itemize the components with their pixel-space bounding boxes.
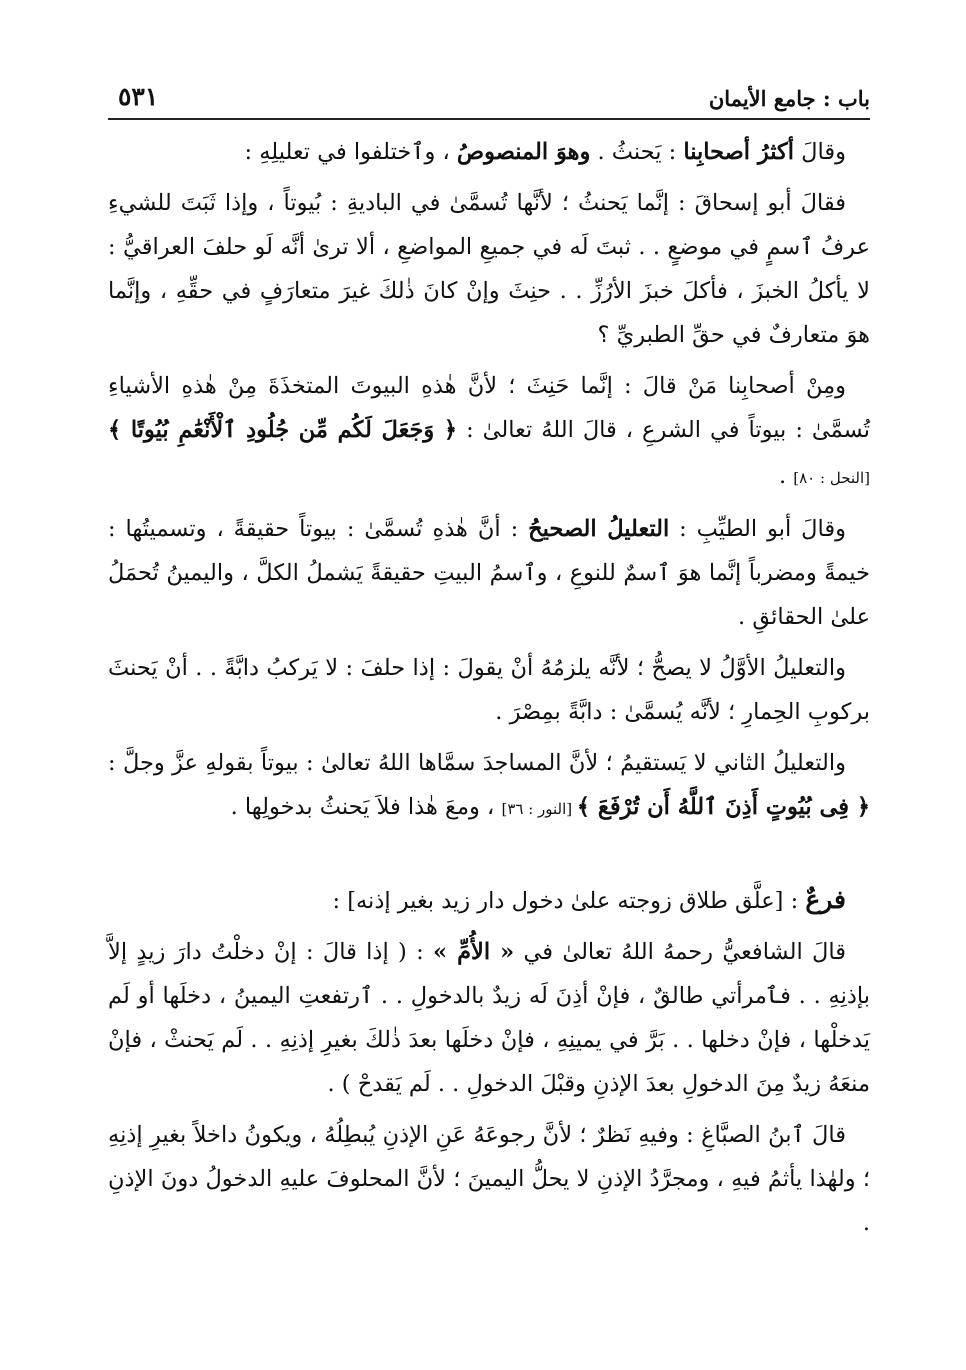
text-run: وقالَ bbox=[794, 139, 846, 165]
section-gap bbox=[108, 838, 870, 878]
quran-verse: ﴿ فِى بُيُوتٍ أَذِنَ ٱللَّهُ أَن تُرْفَعَ ﴾ bbox=[576, 794, 870, 820]
bold-phrase: أكثرُ أصحابِنا bbox=[683, 139, 795, 165]
chapter-title: باب : جامع الأيمان bbox=[708, 86, 870, 111]
paragraph-8: قالَ ٱبنُ الصبَّاغِ : وفيهِ نَظرٌ ؛ لأنَّ رجوعَهُ عَنِ الإذنِ يُبطِلُهُ ، ويكونُ داخلاً بغيرِ إذنِهِ ؛ ولهٰذا يأثمُ فيهِ ، ومجرَّدُ الإذنِ لا يحلُّ اليمينَ ؛ لأنَّ المحلوفَ عليهِ الدخولُ دونَ الإذنِ . bbox=[108, 1122, 870, 1236]
page-header bbox=[108, 78, 870, 120]
text-run: قالَ الشافعيُّ رحمهُ اللهُ تعالىٰ في bbox=[514, 939, 847, 965]
paragraph-2: فقالَ أبو إسحاقَ : إنَّما يَحنثُ ؛ لأنَّها تُسمَّىٰ في الباديةِ : بُيوتاً ، وإذا ثَبَتَ للشيءِ عرفُ ٱسمٍ في موضعٍ . . ثبتَ لَه في جميعِ المواضعِ ، ألا ترىٰ أنَّه لَو حلفَ العراقيُّ : لا يأكلُ الخبزَ ، فأكلَ خبزَ الأرُزِّ . . حنِثَ وإنْ كانَ ذٰلكَ غيرَ متعارَفٍ في حقِّهِ ، وإنَّما هوَ متعارفٌ في حقِّ الطبريِّ ؟ bbox=[108, 190, 870, 348]
verse-reference: [النحل : ٨٠] bbox=[793, 469, 870, 487]
bold-phrase: التعليلُ الصحيحُ bbox=[528, 516, 670, 542]
paragraph-4 bbox=[108, 507, 870, 639]
text-run: : أنَّ هٰذهِ تُسمَّىٰ : بيوتاً حقيقةً ، وتسميتُها : خيمةً ومضرباً إنَّما هوَ ٱسمٌ للنوعِ ، وٱسمُ البيتِ حقيقةً يَشملُ الكلَّ ، واليمينُ تُحمَلُ علىٰ الحقائقِ . bbox=[108, 516, 870, 630]
text-run: : ( إذا قالَ : إنْ دخلْتُ دارَ زيدٍ إلاَّ بإذنِهِ . . فٱمرأتي طالقٌ ، فإنْ أذِنَ لَه زيدٌ بالدخولِ . . ٱرتفعتِ اليمينُ ، دخلَها أو لَم يَدخلْها ، فإنْ دخلها . . بَرَّ في يمينِهِ ، فإنْ دخلَها بعدَ ذٰلكَ بغيرِ إذنِهِ . . لَم يَحنثْ ، فإنْ منعَهُ زيدٌ مِنَ الدخولِ بعدَ الإذنِ وقبْلَ الدخولِ . . لَم يَقدحْ ) . bbox=[108, 939, 870, 1097]
text-run: وقالَ أبو الطيِّبِ : bbox=[669, 516, 846, 542]
text-run: : يَحنثُ . bbox=[590, 139, 684, 165]
text-run: ومِنْ أصحابِنا مَنْ قالَ : إنَّما حَنِثَ ؛ لأنَّ هٰذهِ البيوتَ المتخذَةَ مِنْ هٰذهِ الأشياءِ تُسمَّىٰ : بيوتاً في الشرعِ ، قالَ اللهُ تعالىٰ : bbox=[108, 373, 870, 443]
paragraph-5: والتعليلُ الأوَّلُ لا يصحُّ ؛ لأنَّه يلزمُهُ أنْ يقولَ : إذا حلفَ : لا يَركبُ دابَّةً . . أنْ يَحنثَ بركوبِ الحِمارِ ؛ لأنَّه يُسمَّىٰ : دابَّةً بمِصْرَ . bbox=[108, 655, 870, 725]
page-number: ٥٣١ bbox=[118, 82, 159, 111]
text-run: ، وٱختلفوا في تعليلِهِ : bbox=[244, 139, 457, 165]
book-title: « الأُمِّ » bbox=[433, 939, 515, 965]
branch-heading bbox=[108, 878, 870, 923]
bold-phrase: وهوَ المنصوصُ bbox=[456, 139, 591, 165]
paragraph-1 bbox=[108, 130, 870, 174]
verse-reference: [النور : ٣٦] bbox=[501, 800, 577, 818]
paragraph-6 bbox=[108, 741, 870, 831]
text-run: والتعليلُ الثاني لا يَستقيمُ ؛ لأنَّ المساجدَ سمَّاها اللهُ تعالىٰ : بيوتاً بقولهِ عزَّ وجلَّ : bbox=[108, 750, 846, 776]
branch-title: : [علَّق طلاق زوجته علىٰ دخول دار زيد بغير إذنه] : bbox=[332, 888, 806, 914]
text-run: ، ومعَ هٰذا فلاَ يَحنثُ بدخولِها . bbox=[230, 794, 502, 820]
quran-verse: ﴿ وَجَعَلَ لَكُم مِّن جُلُودِ ٱلْأَنْعَٰمِ بُيُوتًا ﴾ bbox=[108, 417, 458, 443]
paragraph-3 bbox=[108, 364, 870, 500]
branch-label: فرعٌ bbox=[805, 885, 846, 914]
text-run: . bbox=[778, 463, 794, 489]
page-body bbox=[108, 130, 870, 1252]
paragraph-7 bbox=[108, 930, 870, 1106]
